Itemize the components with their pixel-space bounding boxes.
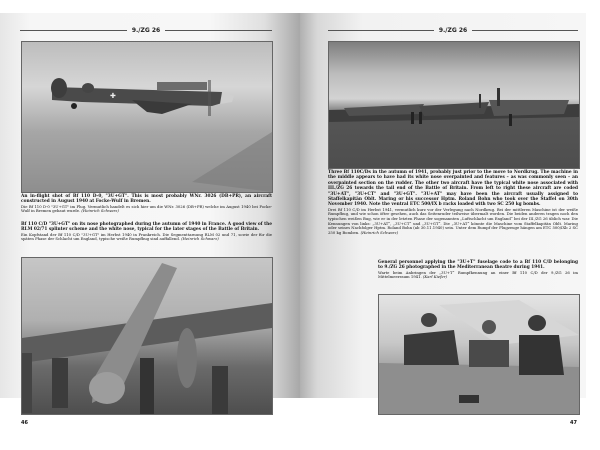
- aircraft-in-flight-illustration: [22, 42, 272, 192]
- header-rule: [20, 30, 127, 31]
- caption-bf110-nosed-over: [21, 222, 272, 242]
- caption-english: Three Bf 110C/Ds in the autumn of 1941, probably just prior to the move to Nordkrug. The machine in the middle appears to have had its white nose overpainted and features – as was commonly seen – an overpainted section on the rudder. The other two aircraft have the typical white nose associated with III./ZG 26 towards the tail end of the Battle of Britain. From left to right these aircraft are coded "3U+AT", "3U+CT" and "3U+GT". "3U+AT" may have been the aircraft usually assigned to Staffelkapitän Oblt. Maring or his successor Hptm. Roland Bohn who took over the Staffel on 30th November 1940. Note the ventral ETC 500/IX b racks loaded with two SC 250 kg bombs.: [328, 170, 578, 208]
- aircraft-lineup-illustration: [329, 42, 579, 168]
- caption-german-text: Warte beim Anbringen der „3U+T“ Rumpfkennung an einer Bf 110 C/D der 9./ZG 26 im Mittelmeerraum 1941.: [378, 269, 578, 280]
- right-page-header: [328, 25, 578, 35]
- photo-bf110-nosed-over: [21, 257, 273, 415]
- photo-credit: (Heinrich Schwarz): [181, 236, 219, 242]
- caption-german: [378, 271, 578, 280]
- caption-german-text: Drei Bf 110 C/D im Herbst 1941, vermutlich kurz vor der Verlegung nach Nordkrug. Bei der mittleren Maschine ist der weiße Rumpfbug, und wie schon öfter gesehen, auch das Seitenruder teilweise übermalt worden. Die beiden anderen tragen noch den typischen weißen Bug, wie er in der letzten Phase der sogenannten „Luftschlacht um England“ bei der III./ZG 26 üblich war. Die Kennungen von links: „3U+AT“, „3U+CT“ und „3U+GT“. Die „3U+AT“ könnte die Maschine vom Staffelkapitän Oblt. Maring oder seines Nachfolger Hptm. Roland Bohn (ab 30.11.1940) sein. Unter dem Rumpf der Flugzeuge hängen am ETC 500/IXb 2 SC 250 kg Bomben.: [328, 206, 578, 235]
- caption-german: [21, 205, 272, 214]
- caption-english: An in-flight shot of Bf 110 D-0, "3U+GT". This is most probably WNr. 3026 (DB+PR), an aircraft constructed in August 1940 at Focke-Wulf in Bremen.: [21, 194, 272, 205]
- page-number: 46: [21, 420, 28, 426]
- page-number: 47: [570, 420, 577, 426]
- caption-german: [328, 208, 578, 236]
- caption-bf110-in-flight: [21, 194, 272, 214]
- left-page: [0, 13, 300, 426]
- left-page-header: [20, 25, 272, 35]
- caption-german: [21, 233, 272, 242]
- ground-crew-illustration: [379, 295, 579, 414]
- photo-code-painting: [378, 294, 580, 415]
- caption-bf110-lineup: [328, 170, 578, 235]
- unit-title: 9./ZG 26: [131, 26, 161, 34]
- caption-english: Bf 110 C/D "3U+GT" on its nose photographed during the autumn of 1940 in France. A good view of the RLM 02/71 splinter scheme and the white nose, typical for the later stages of the Battle of Britain.: [21, 222, 272, 233]
- caption-code-painting: [378, 260, 578, 280]
- svg-text:✚: ✚: [110, 92, 116, 100]
- photo-bf110-lineup: [328, 41, 580, 169]
- unit-title: 9./ZG 26: [438, 26, 468, 34]
- caption-english: General personnel applying the "3U+T" fuselage code to a Bf 110 C/D belonging to 9./ZG 26 photographed in the Mediterranean theatre during 1941.: [378, 260, 578, 271]
- caption-german-text: Ein Kopfstand der Bf 110 C/D "3U+GT" im Herbst 1940 in Frankreich. Die Segmenttarnung RLM 02 und 71, sowie der für die späten Phase der Schlacht um England, typische weiße Rumpfbug sind auffallend.: [21, 231, 272, 242]
- photo-credit: (Karl Kiefer): [422, 274, 448, 280]
- photo-credit: (Heinrich Schwarz): [360, 229, 399, 235]
- photo-bf110-in-flight: [21, 41, 273, 193]
- header-rule: [165, 30, 272, 31]
- caption-german-text: Die Bf 110 D-0 "3U+GT" im Flug. Vermutlich handelt es sich hier um die WNr. 3026 (DB+PR) welche im August 1940 bei Focke-Wulf in Bremen gebaut wurde.: [21, 203, 272, 214]
- right-page: [300, 13, 586, 426]
- photo-credit: (Heinrich Schwarz): [81, 208, 119, 214]
- header-rule: [328, 30, 434, 31]
- header-rule: [472, 30, 578, 31]
- nosed-over-aircraft-illustration: [22, 258, 272, 414]
